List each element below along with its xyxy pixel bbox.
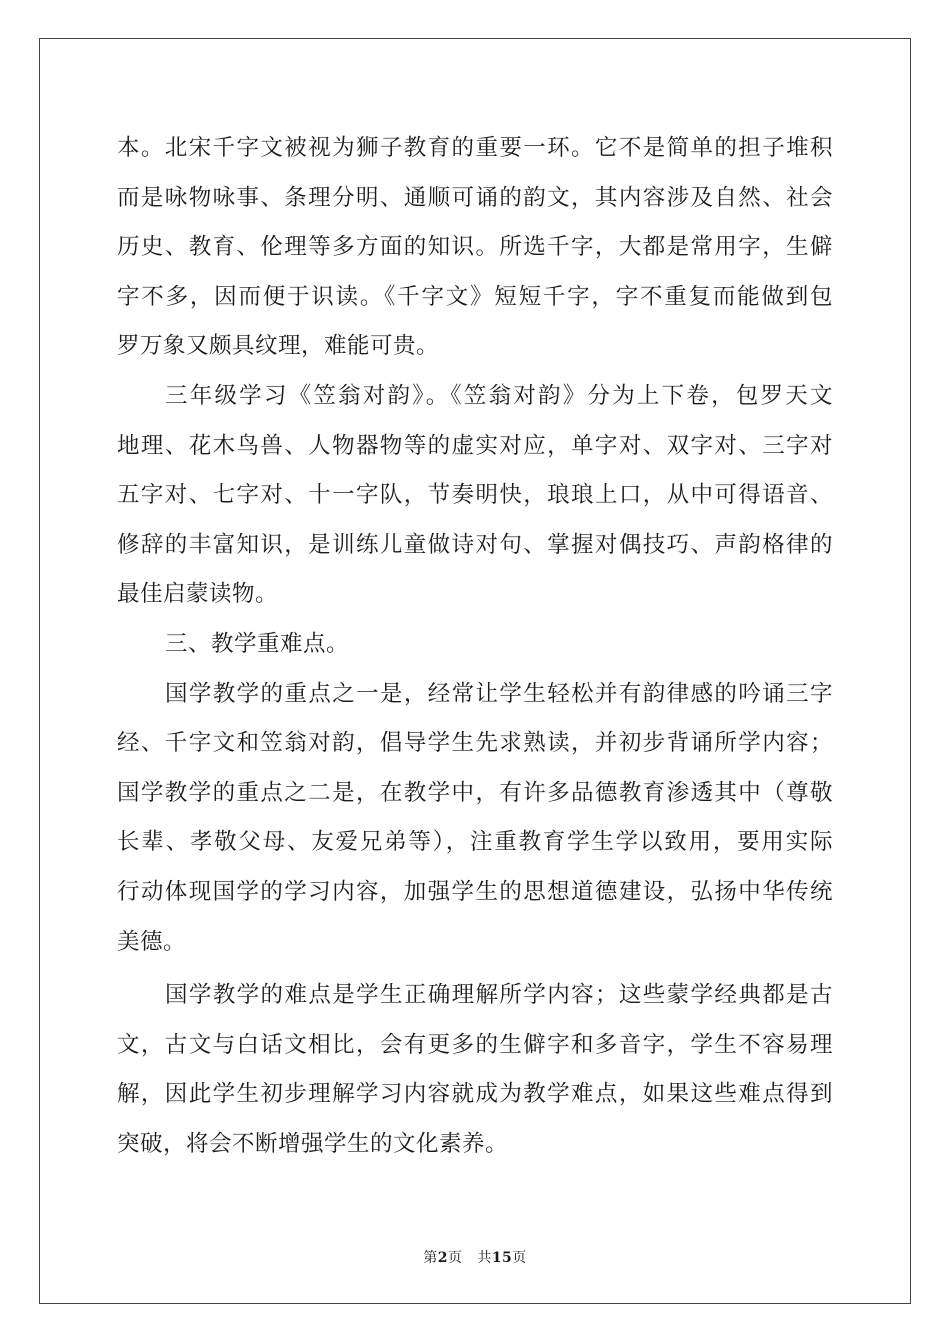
text-line: 五字对、七字对、十一字队，节奏明快，琅琅上口，从中可得语音、 [117, 482, 833, 509]
text-line: 文，古文与白话文相比，会有更多的生僻字和多音字，学生不容易理 [117, 1031, 833, 1058]
text-line: 修辞的丰富知识，是训练儿童做诗对句、掌握对偶技巧、声韵格律的 [117, 531, 833, 558]
text-line: 突破，将会不断增强学生的文化素养。 [117, 1130, 509, 1157]
total-label-suffix: 页 [512, 1250, 527, 1266]
text-line: 三年级学习《笠翁对韵》。《笠翁对韵》分为上下卷，包罗天文 [165, 382, 833, 409]
total-pages: 15 [491, 1250, 513, 1266]
text-line: 国学教学的重点之一是，经常让学生轻松并有韵律感的吟诵三字 [165, 680, 833, 707]
paragraph [117, 670, 833, 968]
text-line: 解，因此学生初步理解学习内容就成为教学难点，如果这些难点得到 [117, 1081, 833, 1108]
total-label-prefix: 共 [477, 1250, 492, 1266]
paragraph [117, 124, 833, 372]
document-body [117, 124, 833, 1169]
text-line: 历史、教育、伦理等多方面的知识。所选千字，大都是常用字，生僻 [117, 234, 833, 261]
text-line: 本。北宋千字文被视为狮子教育的重要一环。它不是简单的担子堆积 [117, 135, 833, 161]
text-line: 长辈、孝敬父母、友爱兄弟等），注重教育学生学以致用，要用实际 [117, 829, 833, 856]
paragraph [117, 372, 833, 620]
text-line: 国学教学的难点是学生正确理解所学内容；这些蒙学经典都是古 [165, 982, 833, 1009]
page-number: 2 [437, 1250, 448, 1266]
page-label-suffix: 页 [447, 1250, 463, 1266]
page-label-prefix: 第 [423, 1250, 438, 1266]
text-line: 行动体现国学的学习内容，加强学生的思想道德建设，弘扬中华传统 [117, 878, 833, 905]
text-line: 最佳启蒙读物。 [117, 581, 279, 608]
text-line: 而是咏物咏事、条理分明、通顺可诵的韵文，其内容涉及自然、社会 [117, 184, 833, 211]
text-line: 美德。 [117, 928, 187, 955]
text-line: 经、千字文和笠翁对韵，倡导学生先求熟读，并初步背诵所学内容； [117, 730, 833, 757]
text-line: 地理、花木鸟兽、人物器物等的虚实对应，单字对、双字对、三字对 [117, 432, 833, 459]
text-line: 国学教学的重点之二是，在教学中，有许多品德教育渗透其中（尊敬 [117, 779, 833, 806]
paragraph [117, 971, 833, 1169]
section-heading [117, 620, 833, 670]
text-line: 罗万象又颇具纹理，难能可贵。 [117, 333, 440, 360]
text-line: 三、教学重难点。 [165, 630, 350, 657]
text-line: 字不多，因而便于识读。《千字文》短短千字，字不重复而能做到包 [117, 283, 833, 310]
page-footer [0, 1247, 950, 1267]
